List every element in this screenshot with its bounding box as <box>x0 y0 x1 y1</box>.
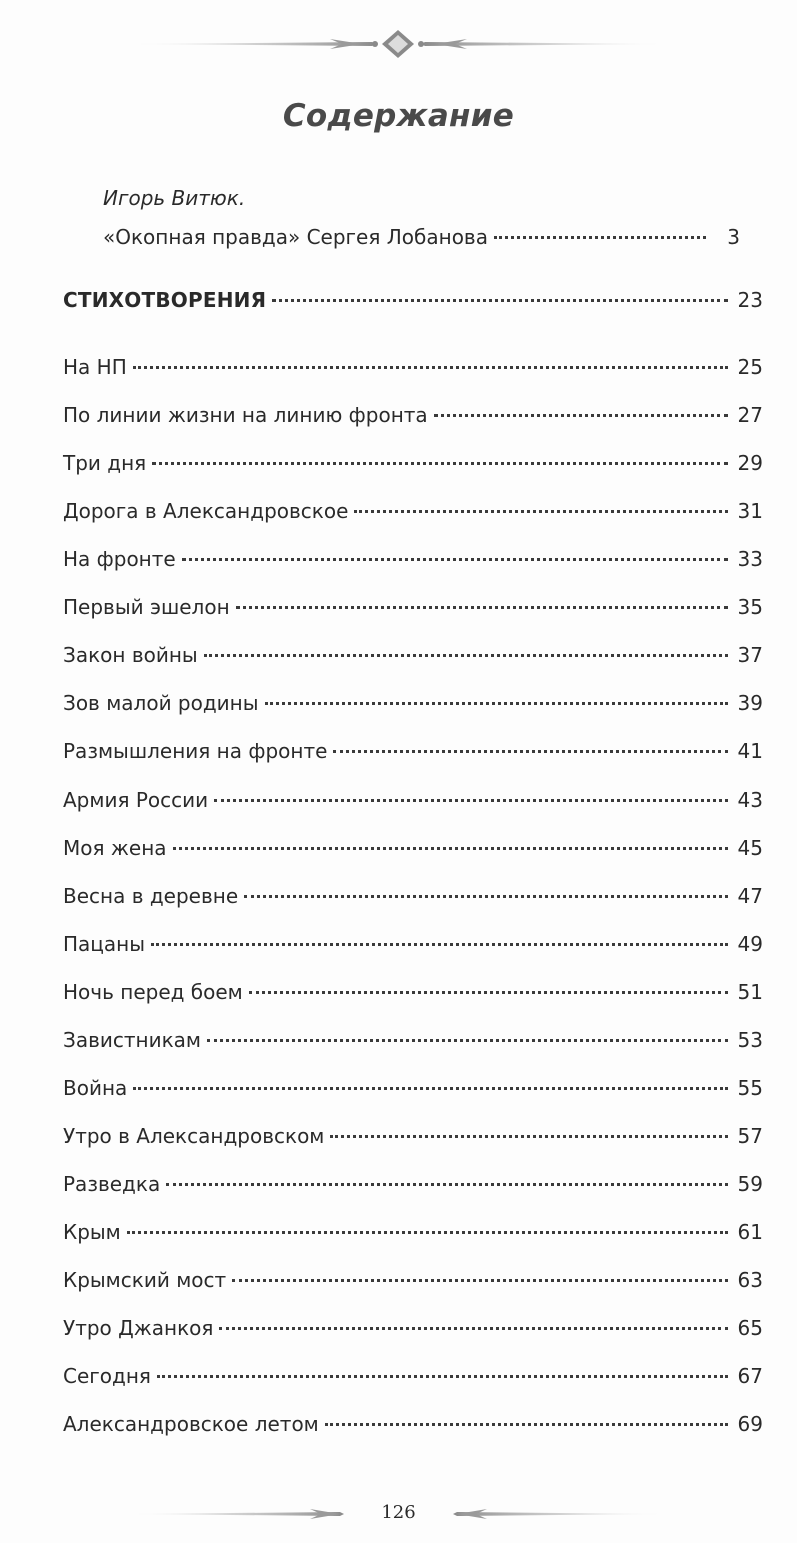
page-title: Содержание <box>282 98 515 134</box>
toc-entry-page: 55 <box>737 1075 763 1100</box>
toc-entry-title: Крымский мост <box>63 1267 227 1292</box>
top-ornament-divider <box>0 24 797 64</box>
toc-entry[interactable] <box>63 1028 763 1058</box>
toc-entry-page: 29 <box>737 451 763 476</box>
dot-leader <box>127 1231 728 1234</box>
dot-leader <box>265 702 728 705</box>
dot-leader <box>232 1279 727 1282</box>
toc-entry-page: 53 <box>737 1027 763 1052</box>
dot-leader <box>272 299 727 302</box>
dot-leader <box>330 1135 727 1138</box>
toc-intro-entry[interactable] <box>103 225 740 255</box>
dot-leader <box>207 1039 728 1042</box>
toc-entry[interactable] <box>63 932 763 962</box>
dot-leader <box>182 558 728 561</box>
toc-entry-page: 33 <box>737 547 763 572</box>
toc-entry-page: 35 <box>737 595 763 620</box>
toc-entry[interactable] <box>63 980 763 1010</box>
toc-entry-title: На фронте <box>63 547 176 572</box>
toc-entry-title: Армия России <box>63 787 209 812</box>
toc-entry-title: По линии жизни на линию фронта <box>63 403 428 428</box>
toc-entry-title: Первый эшелон <box>63 595 230 620</box>
dot-leader <box>214 799 727 802</box>
section-title: СТИХОТВОРЕНИЯ <box>63 288 267 312</box>
toc-entry-title: Весна в деревне <box>63 883 239 908</box>
toc-entry[interactable] <box>63 691 763 721</box>
toc-entry-title: Пацаны <box>63 931 146 956</box>
toc-entry-title: Разведка <box>63 1171 161 1196</box>
dot-leader <box>151 943 728 946</box>
toc-entry-page: 41 <box>737 739 763 764</box>
toc-entry-title: Размышления на фронте <box>63 739 328 764</box>
dot-leader <box>354 510 727 513</box>
dot-leader <box>204 654 728 657</box>
toc-entry-page: 59 <box>737 1171 763 1196</box>
toc-entry-title: Три дня <box>63 451 147 476</box>
toc-entry-title: «Окопная правда» Сергея Лобанова <box>103 225 488 249</box>
toc-entry-page: 31 <box>737 499 763 524</box>
toc-entry-title: На НП <box>63 355 127 379</box>
toc-entry[interactable] <box>63 595 763 625</box>
toc-entry-title: Сегодня <box>63 1364 151 1388</box>
toc-entry-title: Александровское летом <box>63 1412 319 1437</box>
toc-entry-page: 43 <box>737 787 763 812</box>
dot-leader <box>133 1087 727 1090</box>
toc-entry-page: 61 <box>737 1219 763 1244</box>
intro-author: Игорь Витюк. <box>103 186 246 210</box>
toc-entry-title: Война <box>63 1075 128 1100</box>
toc-entry[interactable] <box>63 1412 763 1442</box>
dot-leader <box>244 895 727 898</box>
toc-section-heading[interactable] <box>63 288 763 318</box>
toc-entry-title: Моя жена <box>63 835 167 860</box>
dot-leader <box>434 414 728 417</box>
toc-entry-page: 47 <box>737 883 763 908</box>
toc-entry-title: Утро Джанкоя <box>63 1316 214 1340</box>
dot-leader <box>133 366 728 369</box>
toc-entry-page: 65 <box>737 1316 763 1340</box>
toc-entry-page: 67 <box>737 1364 763 1388</box>
toc-entry[interactable] <box>63 643 763 673</box>
dot-leader <box>157 1375 728 1378</box>
toc-entry-title: Крым <box>63 1219 121 1244</box>
toc-entry-page: 57 <box>737 1123 763 1148</box>
dot-leader <box>236 606 728 609</box>
section-page: 23 <box>737 288 763 312</box>
dot-leader <box>152 462 727 465</box>
dot-leader <box>333 750 727 753</box>
toc-entry-page: 25 <box>737 355 763 379</box>
toc-entry[interactable] <box>63 1364 763 1394</box>
toc-entry-page: 69 <box>737 1412 763 1437</box>
toc-entry-title: Зов малой родины <box>63 691 259 716</box>
toc-entry[interactable] <box>63 451 763 481</box>
toc-entry-page: 49 <box>737 931 763 956</box>
toc-entry[interactable] <box>63 1316 763 1346</box>
toc-entry-title: Утро в Александровском <box>63 1123 325 1148</box>
toc-entry-page: 51 <box>737 979 763 1004</box>
dot-leader <box>494 236 706 239</box>
toc-entry[interactable] <box>63 499 763 529</box>
toc-entry-page: 37 <box>737 643 763 668</box>
toc-entry[interactable] <box>63 355 763 385</box>
toc-entry-title: Завистникам <box>63 1027 202 1052</box>
toc-entry[interactable] <box>63 547 763 577</box>
toc-entry-title: Ночь перед боем <box>63 979 243 1004</box>
toc-entry[interactable] <box>63 739 763 769</box>
toc-entry-page: 27 <box>737 403 763 428</box>
toc-entry[interactable] <box>63 1172 763 1202</box>
toc-entry-page: 39 <box>737 691 763 716</box>
toc-entry[interactable] <box>63 403 763 433</box>
page-number: 126 <box>381 1502 416 1523</box>
toc-entry[interactable] <box>63 788 763 818</box>
toc-entry-title: Закон войны <box>63 643 198 668</box>
toc-entry[interactable] <box>63 1220 763 1250</box>
toc-entry[interactable] <box>63 884 763 914</box>
toc-entry[interactable] <box>63 1268 763 1298</box>
toc-entry-title: Дорога в Александровское <box>63 499 349 524</box>
dot-leader <box>173 847 728 850</box>
toc-entry-page: 3 <box>727 225 740 249</box>
toc-entry-page: 63 <box>737 1267 763 1292</box>
dot-leader <box>249 991 728 994</box>
toc-entry-page: 45 <box>737 835 763 860</box>
dot-leader <box>219 1327 727 1330</box>
toc-entry[interactable] <box>63 1124 763 1154</box>
toc-entry[interactable] <box>63 1076 763 1106</box>
dot-leader <box>325 1423 728 1426</box>
dot-leader <box>166 1183 727 1186</box>
toc-entry[interactable] <box>63 836 763 866</box>
